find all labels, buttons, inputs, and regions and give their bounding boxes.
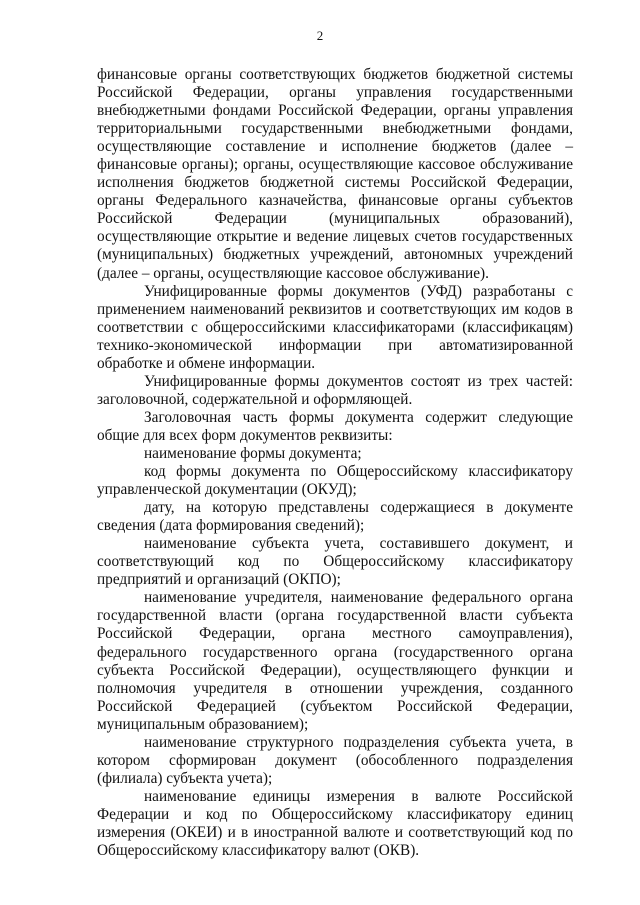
list-item-founder: наименование учредителя, наименование федерального органа государственной власти (органа государственной власти субъекта Российской Федерации, органа местного самоуправления), федерального государственного органа (государственного органа субъекта Российской Федерации), осуществляющего функции и полномочия учредителя в отношении учреждения, созданного Российской Федерацией (субъектом Российской Федерации, муниципальным образованием); xyxy=(97,589,573,733)
list-item-okud-code: код формы документа по Общероссийскому классификатору управленческой документации (ОКУД); xyxy=(97,463,573,499)
page-number: 2 xyxy=(316,28,324,43)
list-item-unit-of-measure: наименование единицы измерения в валюте Российской Федерации и код по Общероссийскому классификатору единиц измерения (ОКЕИ) и в иностранной валюте и соответствующий код по Общероссийскому классификатору валют (ОКВ). xyxy=(97,787,573,860)
paragraph-header-part-intro: Заголовочная часть формы документа содержит следующие общие для всех форм документов реквизиты: xyxy=(97,408,573,444)
paragraph-ufd-three-parts: Унифицированные формы документов состоят из трех частей: заголовочной, содержательной и оформляющей. xyxy=(97,372,573,408)
paragraph-ufd-developed: Унифицированные формы документов (УФД) разработаны с применением наименований реквизитов и соответствующих им кодов в соответствии с общероссийскими классификаторами (классификацям) технико-экономической информации при автоматизированной обработке и обмене информации. xyxy=(97,282,573,372)
document-body xyxy=(97,66,573,860)
list-item-date: дату, на которую представлены содержащиеся в документе сведения (дата формирования сведений); xyxy=(97,499,573,535)
list-item-structural-unit: наименование структурного подразделения субъекта учета, в котором сформирован документ (обособленного подразделения (филиала) субъекта учета); xyxy=(97,733,573,787)
list-item-form-name: наименование формы документа; xyxy=(144,444,362,462)
paragraph-financial-bodies-continuation: финансовые органы соответствующих бюджетов бюджетной системы Российской Федерации, органы управления государственными внебюджетными фондами Российской Федерации, органы управления территориальными государственными внебюджетными фондами, осуществляющие составление и исполнение бюджетов (далее – финансовые органы); органы, осуществляющие кассовое обслуживание исполнения бюджетов бюджетной системы Российской Федерации, органы Федерального казначейства, финансовые органы субъектов Российской Федерации (муниципальных образований), осуществляющие открытие и ведение лицевых счетов государственных (муниципальных) бюджетных учреждений, автономных учреждений (далее – органы, осуществляющие кассовое обслуживание). xyxy=(97,66,573,282)
list-item-accounting-subject: наименование субъекта учета, составившего документ, и соответствующий код по Общероссийскому классификатору предприятий и организаций (ОКПО); xyxy=(97,535,573,589)
